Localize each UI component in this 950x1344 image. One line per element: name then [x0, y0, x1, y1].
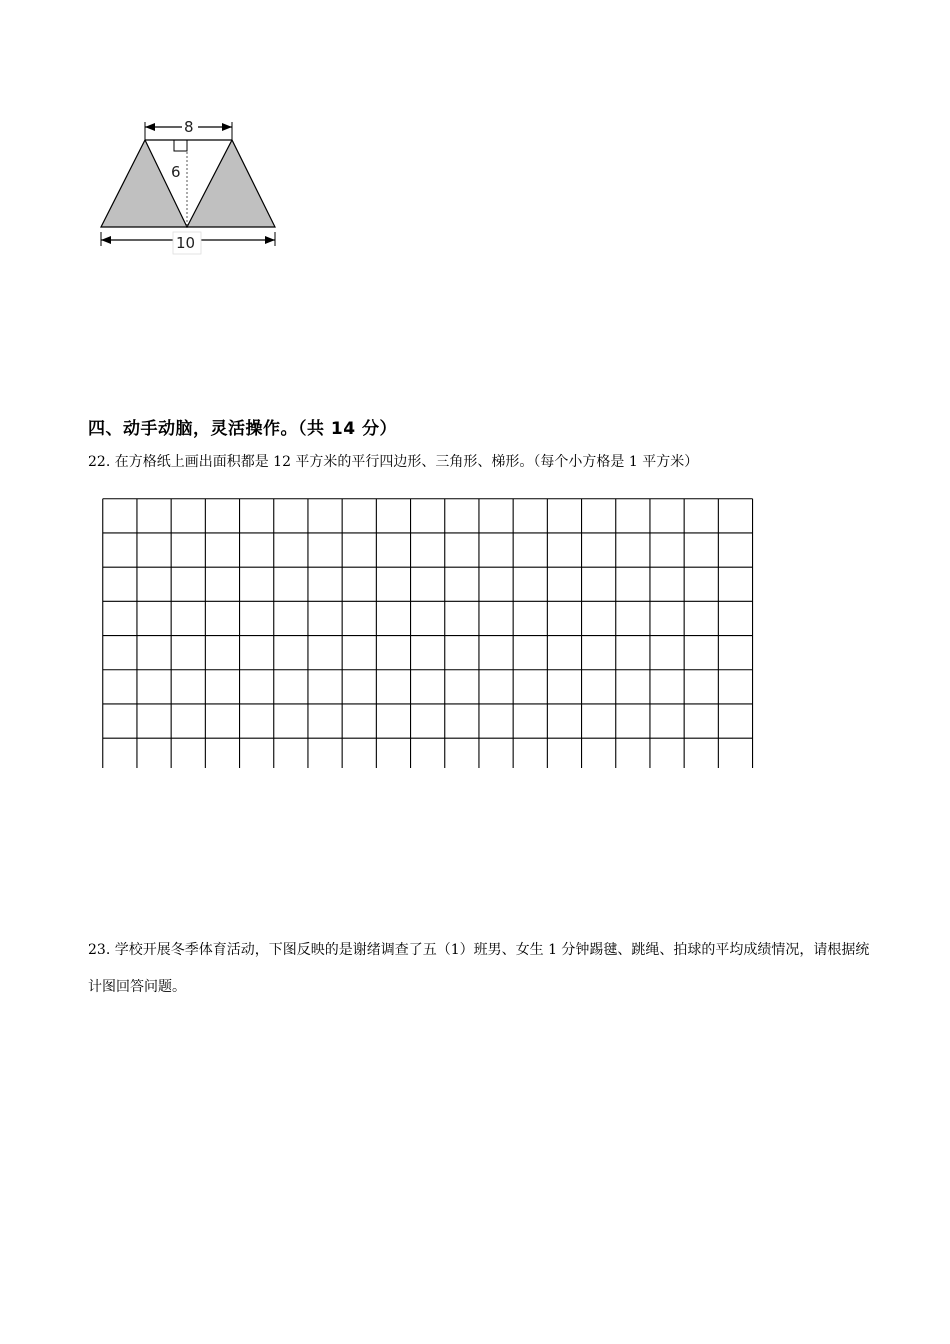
trapezoid-figure: [95, 112, 285, 262]
left-shaded-triangle: [101, 140, 187, 227]
question-22: 22. 在方格纸上画出面积都是 12 平方米的平行四边形、三角形、梯形。（每个小方格是 1 平方米）: [88, 454, 699, 470]
section-title: 四、动手动脑，灵活操作。（共 14 分）: [88, 419, 397, 439]
question-23: 23. 学校开展冬季体育活动，下图反映的是谢绪调查了五（1）班男、女生 1 分钟踢毽、跳绳、拍球的平均成绩情况，请根据统计图回答问题。: [88, 942, 870, 995]
grid-paper: [102, 498, 754, 768]
top-length-label: 8: [184, 118, 194, 136]
right-shaded-triangle: [187, 140, 275, 227]
bottom-length-label: 10: [176, 234, 196, 252]
height-label: 6: [171, 163, 181, 181]
trapezoid-diagram: [95, 112, 285, 262]
square-grid: [102, 498, 754, 768]
